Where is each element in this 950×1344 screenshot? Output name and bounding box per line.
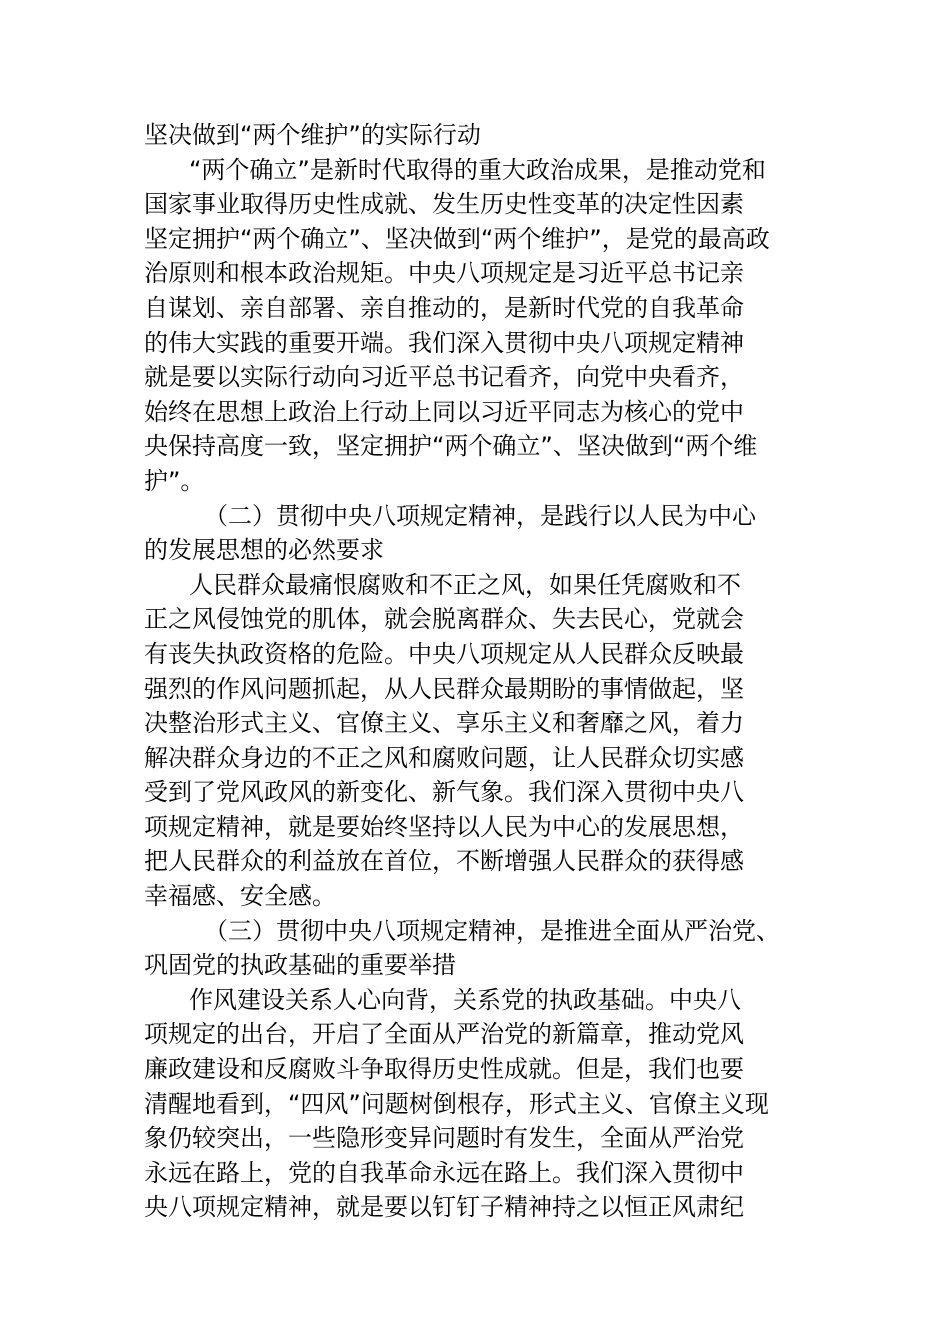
- text-line: 象仍较突出，一些隐形变异问题时有发生，全面从严治党: [144, 1124, 744, 1153]
- text-line: 幸福感、安全感。: [144, 882, 336, 911]
- text-line: 项规定的出台，开启了全面从严治党的新篇章，推动党风: [144, 1020, 744, 1049]
- section-heading-continuation: 的发展思想的必然要求: [144, 536, 384, 565]
- text-line: 强烈的作风问题抓起，从人民群众最期盼的事情做起，坚: [144, 674, 744, 703]
- text-line: 国家事业取得历史性成就、发生历史性变革的决定性因素: [144, 190, 744, 219]
- document-body: [144, 118, 824, 1225]
- text-line: 清醒地看到，“四风”问题树倒根存，形式主义、官僚主义现: [144, 1089, 769, 1118]
- text-line: 的伟大实践的重要开端。我们深入贯彻中央八项规定精神: [144, 328, 744, 357]
- text-line: 项规定精神，就是要始终坚持以人民为中心的发展思想，: [144, 812, 744, 841]
- text-line: 解决群众身边的不正之风和腐败问题，让人民群众切实感: [144, 743, 744, 772]
- text-line: 决整治形式主义、官僚主义、享乐主义和奢靡之风，着力: [144, 709, 744, 738]
- text-line: 正之风侵蚀党的肌体，就会脱离群众、失去民心，党就会: [144, 605, 744, 634]
- text-line: 央八项规定精神，就是要以钉钉子精神持之以恒正风肃纪: [144, 1193, 744, 1222]
- text-line: 永远在路上，党的自我革命永远在路上。我们深入贯彻中: [144, 1158, 744, 1187]
- text-line: 自谋划、亲自部署、亲自推动的，是新时代党的自我革命: [144, 293, 744, 322]
- text-line: 有丧失执政资格的危险。中央八项规定从人民群众反映最: [144, 639, 744, 668]
- text-line: 治原则和根本政治规矩。中央八项规定是习近平总书记亲: [144, 259, 744, 288]
- text-line: 把人民群众的利益放在首位，不断增强人民群众的获得感: [144, 847, 744, 876]
- section-heading: （三）贯彻中央八项规定精神，是推进全面从严治党、: [204, 916, 780, 945]
- paragraph-first-line: 作风建设关系人心向背，关系党的执政基础。中央八: [189, 985, 741, 1014]
- section-heading: （二）贯彻中央八项规定精神，是践行以人民为中心: [204, 501, 756, 530]
- text-line: 受到了党风政风的新变化、新气象。我们深入贯彻中央八: [144, 778, 744, 807]
- paragraph-first-line: 人民群众最痛恨腐败和不正之风，如果任凭腐败和不: [189, 570, 741, 599]
- text-line: 坚定拥护“两个确立”、坚决做到“两个维护”，是党的最高政: [144, 224, 770, 253]
- text-line: 始终在思想上政治上行动上同以习近平同志为核心的党中: [144, 397, 744, 426]
- text-line: 就是要以实际行动向习近平总书记看齐，向党中央看齐，: [144, 363, 744, 392]
- text-line: 坚决做到“两个维护”的实际行动: [144, 121, 481, 149]
- text-line: 央保持高度一致，坚定拥护“两个确立”、坚决做到“两个维: [144, 432, 758, 461]
- text-line: 廉政建设和反腐败斗争取得历史性成就。但是，我们也要: [144, 1055, 744, 1084]
- paragraph-first-line: “两个确立”是新时代取得的重大政治成果，是推动党和: [189, 155, 766, 184]
- section-heading-continuation: 巩固党的执政基础的重要举措: [144, 951, 456, 980]
- text-line: 护”。: [144, 466, 205, 495]
